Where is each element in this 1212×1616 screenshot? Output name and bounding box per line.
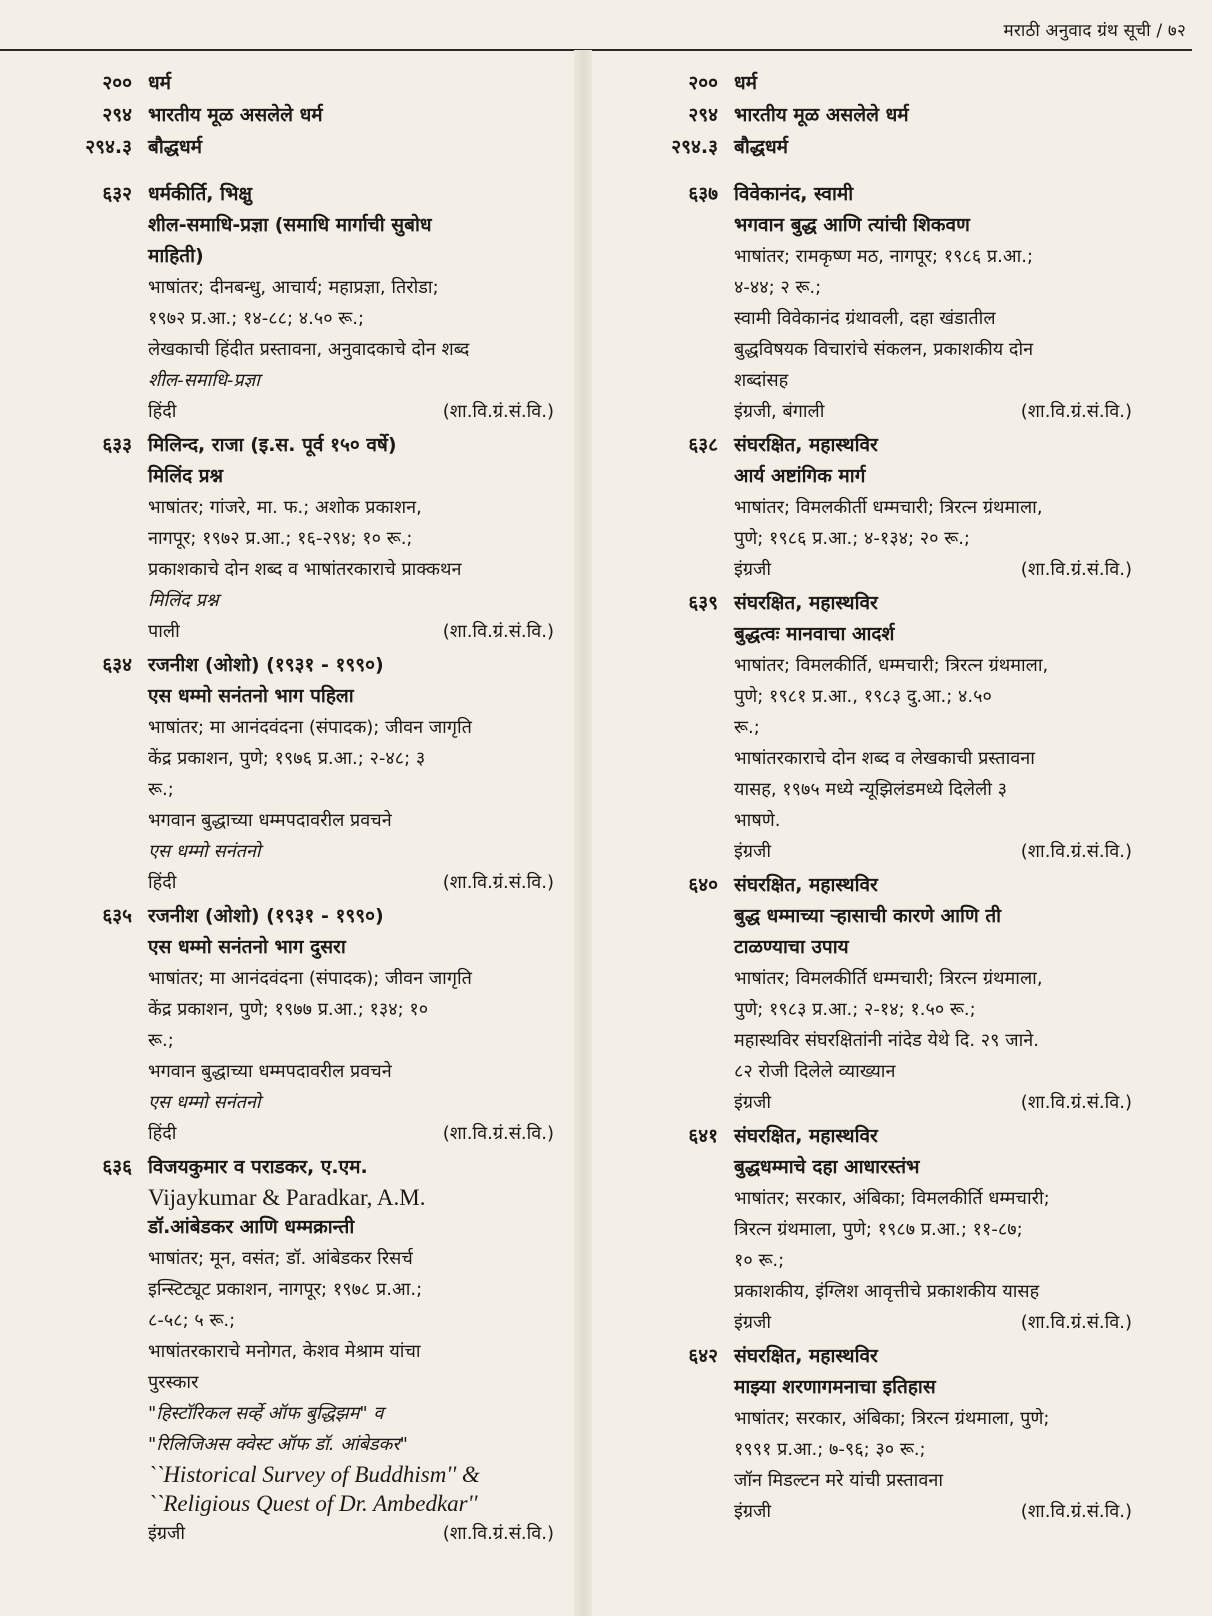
original-title: मिलिंद प्रश्न: [148, 590, 219, 611]
entry-title: डॉ.आंबेडकर आणि धम्मक्रान्ती: [148, 1216, 355, 1238]
classification-block: [46, 66, 564, 162]
entry-detail-line: भाषांतर; विमलकीर्ती धम्मचारी; त्रिरत्न ग्रंथमाला,: [734, 497, 1043, 518]
entry-number: ६४१: [688, 1125, 718, 1147]
entry-detail-line: प्रकाशकीय, इंग्लिश आवृत्तीचे प्रकाशकीय यासह: [734, 1281, 1040, 1302]
catalog-entry: [632, 1340, 1142, 1527]
entry-body: [734, 461, 1142, 585]
entry-detail-line: १९७२ प्र.आ.; १४-८८; ४.५० रू.;: [148, 308, 365, 329]
entry-title: शील-समाधि-प्रज्ञा (समाधि मार्गाची सुबोध: [148, 214, 432, 236]
classification-line: [632, 98, 1142, 130]
entry-detail-line: महास्थविर संघरक्षितांनी नांदेड येथे दि. २९ जाने.: [734, 1030, 1039, 1051]
class-number: २९४.३: [85, 136, 132, 158]
entry-title: बुद्ध धम्माच्या ऱ्हासाची कारणे आणि ती: [734, 905, 1002, 927]
original-title: "रिलिजिअस क्वेस्ट ऑफ डॉ. आंबेडकर": [148, 1434, 408, 1455]
entry-author: संघरक्षित, महास्थविर: [734, 1125, 878, 1147]
source-language: इंग्रजी: [734, 559, 772, 580]
original-title-roman: ``Historical Survey of Buddhism'' &: [148, 1462, 480, 1487]
class-label: धर्म: [148, 72, 172, 94]
entry-detail-line: भाषांतर; विमलकीर्ति, धम्मचारी; त्रिरत्न ग्रंथमाला,: [734, 655, 1049, 676]
entry-detail-line: रू.;: [148, 779, 174, 800]
source-library: (शा.वि.ग्रं.सं.वि.): [442, 872, 554, 893]
entry-body: [734, 1372, 1142, 1527]
source-library: (शा.वि.ग्रं.सं.वि.): [1020, 559, 1132, 580]
entry-body: [734, 901, 1142, 1118]
catalog-entry: [46, 649, 564, 898]
entry-body: [148, 932, 564, 1149]
entry-detail-line: रू.;: [734, 717, 760, 738]
language-row: [734, 1087, 1142, 1118]
entry-body: [148, 681, 564, 898]
entry-heading: [46, 649, 564, 681]
entry-author: रजनीश (ओशो) (१९३१ - १९९०): [148, 905, 384, 927]
entry-detail-line: ८-५८; ५ रू.;: [148, 1310, 236, 1331]
language-row: [734, 1307, 1142, 1338]
entry-detail-line: यासह, १९७५ मध्ये न्यूझिलंडमध्ये दिलेली ३: [734, 779, 1008, 800]
entry-heading: [632, 1340, 1142, 1372]
entry-detail-line: १० रू.;: [734, 1250, 785, 1271]
entry-detail-line: भाषांतर; मून, वसंत; डॉ. आंबेडकर रिसर्च: [148, 1248, 413, 1269]
entry-detail-line: त्रिरत्न ग्रंथमाला, पुणे; १९८७ प्र.आ.; ११-८७;: [734, 1219, 1023, 1240]
entry-detail-line: भाषांतर; सरकार, अंबिका; त्रिरत्न ग्रंथमाला, पुणे;: [734, 1408, 1050, 1429]
entry-body: [148, 1183, 564, 1549]
language-row: [734, 1496, 1142, 1527]
source-language: इंग्रजी: [734, 1312, 772, 1333]
language-row: [734, 554, 1142, 585]
entry-author-roman: Vijaykumar & Paradkar, A.M.: [148, 1185, 426, 1210]
entry-title: भगवान बुद्ध आणि त्यांची शिकवण: [734, 214, 970, 236]
entry-title: बुद्धधम्माचे दहा आधारस्तंभ: [734, 1156, 920, 1178]
language-row: [148, 396, 564, 427]
classification-line: [46, 130, 564, 162]
entry-detail-line: पुणे; १९८१ प्र.आ., १९८३ दु.आ.; ४.५०: [734, 686, 992, 707]
entry-number: ६३७: [688, 183, 718, 205]
entry-title: एस धम्मो सनंतनो भाग पहिला: [148, 685, 354, 707]
entry-detail-line: प्रकाशकाचे दोन शब्द व भाषांतरकाराचे प्राक्कथन: [148, 559, 462, 580]
classification-line: [632, 130, 1142, 162]
entry-detail-line: केंद्र प्रकाशन, पुणे; १९७७ प्र.आ.; १३४; १०: [148, 999, 429, 1020]
class-label: बौद्धधर्म: [148, 136, 202, 158]
class-label: बौद्धधर्म: [734, 136, 788, 158]
entry-author: मिलिन्द, राजा (इ.स. पूर्व १५० वर्षे): [148, 434, 397, 456]
entry-author: विवेकानंद, स्वामी: [734, 183, 854, 205]
class-number: २९४: [688, 104, 718, 126]
source-library: (शा.वि.ग्रं.सं.वि.): [1020, 1092, 1132, 1113]
entry-title: माहिती): [148, 245, 204, 267]
class-number: २००: [102, 72, 132, 94]
source-language: इंग्रजी: [734, 1501, 772, 1522]
class-number: २००: [688, 72, 718, 94]
entry-author: संघरक्षित, महास्थविर: [734, 1345, 878, 1367]
entry-heading: [46, 900, 564, 932]
catalog-entry: [46, 429, 564, 647]
entry-heading: [46, 429, 564, 461]
entry-detail-line: १९९१ प्र.आ.; ७-९६; ३० रू.;: [734, 1439, 926, 1460]
language-row: [148, 1518, 564, 1549]
source-library: (शा.वि.ग्रं.सं.वि.): [442, 401, 554, 422]
left-column: [46, 66, 564, 1551]
source-language: पाली: [148, 621, 180, 642]
source-library: (शा.वि.ग्रं.सं.वि.): [442, 621, 554, 642]
entry-number: ६३३: [102, 434, 132, 456]
entry-detail-line: इन्स्टिट्यूट प्रकाशन, नागपूर; १९७८ प्र.आ.;: [148, 1279, 423, 1300]
language-row: [734, 396, 1142, 427]
original-title: "हिस्टॉरिकल सर्व्हे ऑफ बुद्धिझम" व: [148, 1403, 384, 1424]
entry-detail-line: ४-४४; २ रू.;: [734, 277, 822, 298]
entry-title: आर्य अष्टांगिक मार्ग: [734, 465, 866, 487]
entry-author: विजयकुमार व पराडकर, ए.एम.: [148, 1156, 368, 1178]
entry-heading: [632, 587, 1142, 619]
entry-detail-line: शब्दांसह: [734, 370, 789, 391]
header-rule: [0, 49, 1192, 51]
entry-body: [734, 619, 1142, 867]
entry-detail-line: जॉन मिडल्टन मरे यांची प्रस्तावना: [734, 1470, 944, 1491]
original-title: एस धम्मो सनंतनो: [148, 841, 261, 862]
entry-detail-line: भाषांतर; रामकृष्ण मठ, नागपूर; १९८६ प्र.आ.;: [734, 246, 1034, 267]
entry-number: ६३२: [102, 183, 132, 205]
source-language: इंग्रजी, बंगाली: [734, 401, 825, 422]
entry-detail-line: पुणे; १९८३ प्र.आ.; २-१४; १.५० रू.;: [734, 999, 976, 1020]
class-label: भारतीय मूळ असलेले धर्म: [734, 104, 909, 126]
source-language: इंग्रजी: [148, 1523, 186, 1544]
catalog-entry: [632, 178, 1142, 427]
language-row: [148, 616, 564, 647]
class-label: भारतीय मूळ असलेले धर्म: [148, 104, 323, 126]
entry-detail-line: पुरस्कार: [148, 1372, 199, 1393]
entry-heading: [632, 429, 1142, 461]
entry-title: बुद्धत्वः मानवाचा आदर्श: [734, 623, 895, 645]
page-gutter: [574, 50, 592, 1616]
entry-author: संघरक्षित, महास्थविर: [734, 434, 878, 456]
language-row: [734, 836, 1142, 867]
language-row: [148, 867, 564, 898]
catalog-entry: [46, 178, 564, 427]
classification-line: [46, 98, 564, 130]
entry-author: संघरक्षित, महास्थविर: [734, 592, 878, 614]
entry-detail-line: ८२ रोजी दिलेले व्याख्यान: [734, 1061, 896, 1082]
entry-author: रजनीश (ओशो) (१९३१ - १९९०): [148, 654, 384, 676]
entry-detail-line: पुणे; १९८६ प्र.आ.; ४-१३४; २० रू.;: [734, 528, 970, 549]
language-row: [148, 1118, 564, 1149]
entry-title: टाळण्याचा उपाय: [734, 936, 849, 958]
class-number: २९४.३: [671, 136, 718, 158]
entry-number: ६३५: [102, 905, 132, 927]
entry-body: [148, 210, 564, 427]
entry-number: ६४२: [688, 1345, 718, 1367]
source-language: इंग्रजी: [734, 1092, 772, 1113]
entry-title: एस धम्मो सनंतनो भाग दुसरा: [148, 936, 346, 958]
running-title: मराठी अनुवाद ग्रंथ सूची / ७२: [1003, 21, 1186, 41]
entry-number: ६३९: [688, 592, 718, 614]
entry-heading: [46, 1151, 564, 1183]
original-title-roman: ``Religious Quest of Dr. Ambedkar'': [148, 1491, 478, 1516]
entry-heading: [632, 869, 1142, 901]
source-library: (शा.वि.ग्रं.सं.वि.): [1020, 1312, 1132, 1333]
catalog-entry: [632, 1120, 1142, 1338]
source-language: हिंदी: [148, 1123, 177, 1144]
entry-title: मिलिंद प्रश्न: [148, 465, 224, 487]
entry-detail-line: भाषांतरकाराचे मनोगत, केशव मेश्राम यांचा: [148, 1341, 421, 1362]
entry-heading: [632, 178, 1142, 210]
original-title: शील-समाधि-प्रज्ञा: [148, 370, 260, 391]
class-number: २९४: [102, 104, 132, 126]
right-column: [632, 66, 1142, 1529]
entry-number: ६३४: [102, 654, 132, 676]
entry-detail-line: भगवान बुद्धाच्या धम्मपदावरील प्रवचने: [148, 1061, 392, 1082]
entry-detail-line: भाषांतर; मा आनंदवंदना (संपादक); जीवन जागृति: [148, 717, 472, 738]
catalog-entry: [632, 429, 1142, 585]
entry-detail-line: भगवान बुद्धाच्या धम्मपदावरील प्रवचने: [148, 810, 392, 831]
entry-detail-line: केंद्र प्रकाशन, पुणे; १९७६ प्र.आ.; २-४८; ३: [148, 748, 426, 769]
entry-heading: [46, 178, 564, 210]
entry-detail-line: भाषांतर; विमलकीर्ति धम्मचारी; त्रिरत्न ग्रंथमाला,: [734, 968, 1043, 989]
source-language: हिंदी: [148, 872, 177, 893]
entry-detail-line: भाषांतर; सरकार, अंबिका; विमलकीर्ति धम्मचारी;: [734, 1188, 1050, 1209]
page-header: [0, 0, 1212, 52]
catalog-entry: [632, 587, 1142, 867]
entry-number: ६३८: [688, 434, 718, 456]
entry-number: ६४०: [688, 874, 718, 896]
entry-author: संघरक्षित, महास्थविर: [734, 874, 878, 896]
entry-title: माझ्या शरणागमनाचा इतिहास: [734, 1376, 936, 1398]
catalog-entry: [632, 869, 1142, 1118]
entry-detail-line: लेखकाची हिंदीत प्रस्तावना, अनुवादकाचे दोन शब्द: [148, 339, 470, 360]
source-library: (शा.वि.ग्रं.सं.वि.): [442, 1523, 554, 1544]
classification-line: [46, 66, 564, 98]
entry-detail-line: बुद्धविषयक विचारांचे संकलन, प्रकाशकीय दोन: [734, 339, 1034, 360]
entry-detail-line: भाषांतर; गांजरे, मा. फ.; अशोक प्रकाशन,: [148, 497, 422, 518]
entry-detail-line: रू.;: [148, 1030, 174, 1051]
entry-detail-line: नागपूर; १९७२ प्र.आ.; १६-२९४; १० रू.;: [148, 528, 413, 549]
entry-heading: [632, 1120, 1142, 1152]
entry-number: ६३६: [102, 1156, 132, 1178]
entry-detail-line: भाषांतर; मा आनंदवंदना (संपादक); जीवन जागृति: [148, 968, 472, 989]
source-language: इंग्रजी: [734, 841, 772, 862]
original-title: एस धम्मो सनंतनो: [148, 1092, 261, 1113]
entry-body: [148, 461, 564, 647]
source-library: (शा.वि.ग्रं.सं.वि.): [1020, 401, 1132, 422]
entry-body: [734, 210, 1142, 427]
entry-author: धर्मकीर्ति, भिक्षु: [148, 183, 253, 205]
catalog-entry: [46, 900, 564, 1149]
classification-block: [632, 66, 1142, 162]
source-library: (शा.वि.ग्रं.सं.वि.): [1020, 841, 1132, 862]
entry-detail-line: भाषणे.: [734, 810, 781, 831]
entry-detail-line: स्वामी विवेकानंद ग्रंथावली, दहा खंडातील: [734, 308, 996, 329]
entry-detail-line: भाषांतर; दीनबन्धु, आचार्य; महाप्रज्ञा, तिरोडा;: [148, 277, 439, 298]
catalog-entry: [46, 1151, 564, 1549]
entry-body: [734, 1152, 1142, 1338]
classification-line: [632, 66, 1142, 98]
class-label: धर्म: [734, 72, 758, 94]
entry-detail-line: भाषांतरकाराचे दोन शब्द व लेखकाची प्रस्तावना: [734, 748, 1035, 769]
source-language: हिंदी: [148, 401, 177, 422]
source-library: (शा.वि.ग्रं.सं.वि.): [442, 1123, 554, 1144]
source-library: (शा.वि.ग्रं.सं.वि.): [1020, 1501, 1132, 1522]
